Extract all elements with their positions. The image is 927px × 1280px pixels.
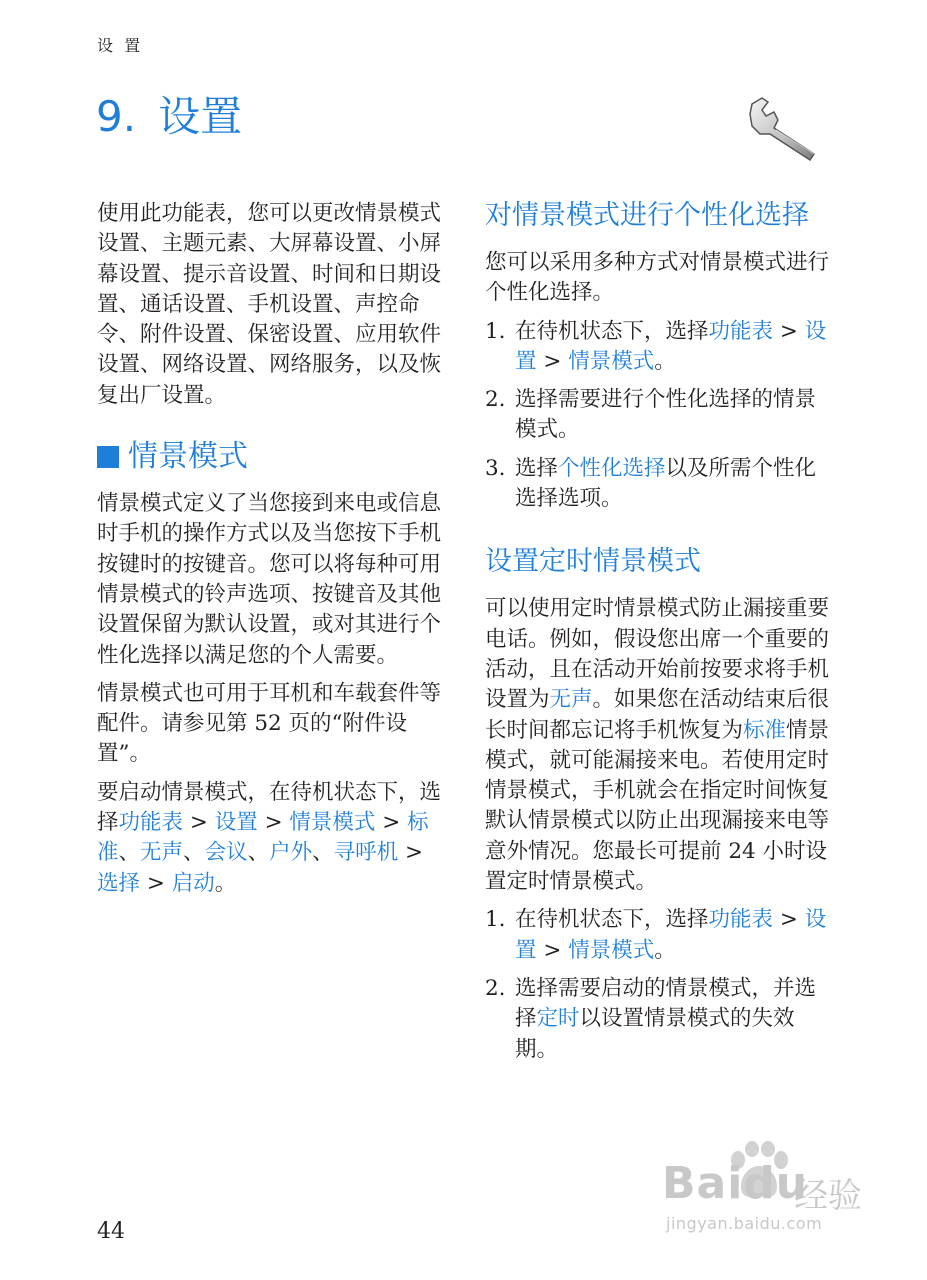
text: 。	[654, 348, 676, 374]
separator: >	[398, 840, 423, 866]
timed-steps	[485, 905, 830, 1064]
activate-link: 启动	[171, 870, 215, 896]
step-text: 选择需要进行个性化选择的情景模式。	[515, 387, 817, 443]
profiles-link: 情景模式	[568, 348, 655, 374]
left-column	[97, 199, 442, 907]
menu-link: 功能表	[708, 318, 774, 344]
step-number: 2.	[485, 387, 506, 413]
separator: 、	[183, 840, 205, 866]
pager-link: 寻呼机	[333, 840, 399, 866]
step-number: 3.	[485, 455, 506, 481]
separator: >	[773, 907, 805, 933]
text: 。	[214, 870, 237, 896]
timed-paragraph	[485, 594, 830, 897]
right-column	[485, 198, 830, 1073]
silent-link: 无声	[140, 840, 184, 866]
wrench-icon	[746, 96, 824, 162]
list-item	[485, 454, 830, 515]
menu-link: 功能表	[118, 810, 184, 836]
select-link: 选择	[97, 870, 141, 896]
text: 。	[654, 937, 676, 963]
profiles-heading	[97, 437, 442, 477]
separator: >	[183, 810, 215, 836]
silent-link: 无声	[549, 687, 593, 713]
list-item	[485, 385, 830, 446]
baidu-jingyan-watermark	[660, 1138, 875, 1248]
settings-link: 设置	[214, 810, 258, 836]
watermark-url: jingyan.baidu.com	[666, 1214, 823, 1233]
intro-paragraph: 使用此功能表，您可以更改情景模式设置、主题元素、大屏幕设置、小屏幕设置、提示音设置、时间和日期设置、通话设置、手机设置、声控命令、附件设置、保密设置、应用软件设置、网络设置、网络服务，以及恢复出厂设置。	[97, 201, 442, 408]
personalize-intro: 您可以采用多种方式对情景模式进行个性化选择。	[485, 250, 830, 306]
text: 要启动情景模式，在待机状态下，选择	[97, 779, 442, 836]
outdoor-link: 户外	[269, 840, 313, 866]
step-number: 2.	[485, 975, 506, 1001]
profiles-heading-text: 情景模式	[128, 439, 248, 475]
personalize-heading: 对情景模式进行个性化选择	[485, 200, 809, 231]
standard-link: 标准	[97, 810, 429, 866]
watermark-logo: Baidu	[662, 1158, 809, 1209]
text: 可以使用定时情景模式防止漏接重要电话。例如，假设您出席一个重要的活动，且在活动开始前按要求将手机设置为	[485, 596, 830, 713]
step-text	[515, 905, 830, 966]
timed-heading: 设置定时情景模式	[485, 546, 701, 578]
page-number: 44	[97, 1219, 125, 1244]
profiles-paragraph-1: 情景模式定义了当您接到来电或信息时手机的操作方式以及当您按下手机按键时的按键音。您可以将每种可用情景模式的铃声选项、按键音及其他设置保留为默认设置，或对其进行个性化选择以满足您的个人需要。	[97, 491, 442, 668]
step-number: 1.	[485, 907, 506, 933]
step-number: 1.	[485, 318, 506, 344]
step-text	[515, 454, 830, 515]
personalize-steps	[485, 317, 830, 515]
separator: >	[375, 810, 408, 836]
text: 以设置情景模式的失效期。	[515, 1006, 795, 1062]
text: 在待机状态下，选择	[515, 318, 709, 344]
separator: >	[536, 348, 569, 374]
text: 选择	[515, 455, 559, 481]
standard-link: 标准	[743, 717, 787, 743]
text: 情景模式，就可能漏接来电。若使用定时情景模式，手机就会在指定时间恢复默认情景模式以防止出现漏接来电等意外情况。您最长可提前 24 小时设置定时情景模式。	[485, 717, 830, 895]
chapter-number: 9.	[96, 92, 137, 141]
settings-link: 设置	[515, 907, 827, 963]
personalize-link: 个性化选择	[558, 455, 666, 481]
text: 在待机状态下，选择	[515, 907, 709, 933]
separator: 、	[312, 840, 334, 866]
separator: 、	[247, 840, 270, 866]
timed-link: 定时	[536, 1006, 580, 1032]
separator: >	[257, 810, 290, 836]
separator: >	[773, 318, 805, 344]
section-square-icon	[97, 446, 119, 468]
menu-link: 功能表	[708, 907, 774, 933]
chapter-title-text: 设置	[158, 92, 243, 141]
text: 以及所需个性化选择选项。	[515, 455, 817, 512]
profiles-paragraph-3	[97, 778, 442, 899]
running-head: 设 置	[97, 36, 144, 55]
separator: 、	[118, 840, 141, 866]
list-item	[485, 317, 830, 378]
step-text	[515, 317, 830, 378]
list-item	[485, 974, 830, 1065]
step-text	[515, 974, 830, 1065]
text: 。如果您在活动结束后很长时间都忘记将手机恢复为	[485, 687, 830, 743]
watermark-label: 经验	[794, 1176, 862, 1216]
chapter-title	[96, 84, 242, 144]
text: 选择需要启动的情景模式，并选择	[515, 975, 817, 1032]
settings-link: 设置	[515, 318, 827, 374]
separator: >	[536, 937, 569, 963]
profiles-link: 情景模式	[289, 810, 376, 836]
list-item	[485, 905, 830, 966]
meeting-link: 会议	[204, 840, 248, 866]
profiles-link: 情景模式	[568, 937, 655, 963]
profiles-paragraph-2: 情景模式也可用于耳机和车载套件等配件。请参见第 52 页的“附件设置”。	[97, 680, 442, 767]
separator: >	[140, 870, 172, 896]
